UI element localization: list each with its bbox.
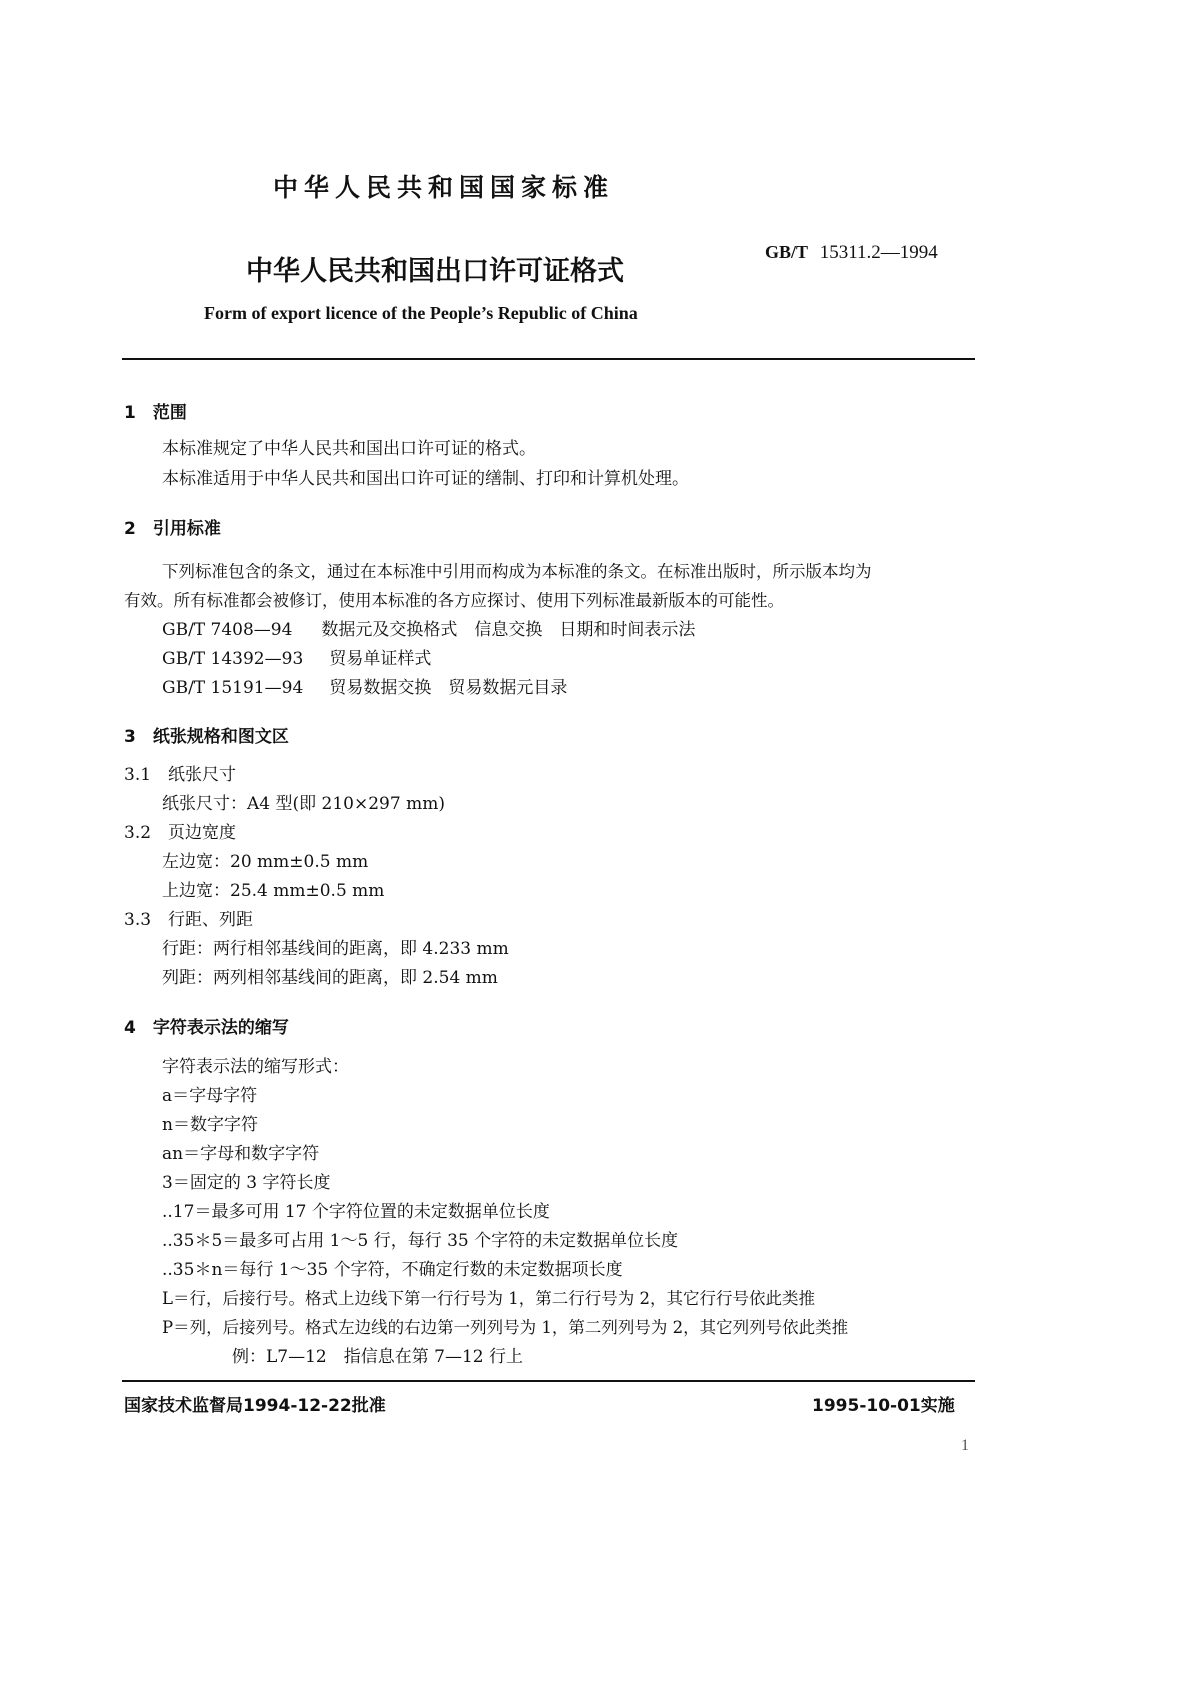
abbreviation-line: 3＝固定的 3 字符长度 bbox=[162, 1173, 331, 1193]
row-spacing-text: 行距：两行相邻基线间的距离，即 4.233 mm bbox=[162, 939, 509, 959]
abbreviation-line: P＝列，后接列号。格式左边线的右边第一列列号为 1，第二列列号为 2，其它列列号依此类推 bbox=[162, 1318, 849, 1337]
reference-code: GB/T 7408—94 bbox=[162, 620, 293, 640]
abbreviation-line: n＝数字字符 bbox=[162, 1115, 258, 1135]
abbreviation-line: L＝行，后接行号。格式上边线下第一行行号为 1，第二行行号为 2，其它行行号依此类推 bbox=[162, 1289, 815, 1308]
implementation-date: 1995-10-01实施 bbox=[812, 1396, 955, 1416]
section-1-para-1: 本标准规定了中华人民共和国出口许可证的格式。 bbox=[162, 439, 536, 459]
section-1-heading: 1 范围 bbox=[124, 403, 187, 423]
column-spacing-text: 列距：两列相邻基线间的距离，即 2.54 mm bbox=[162, 968, 498, 988]
abbreviation-line: ..17＝最多可用 17 个字符位置的未定数据单位长度 bbox=[162, 1202, 550, 1222]
english-title: Form of export licence of the People’s Republic of China bbox=[204, 303, 638, 323]
document-title: 中华人民共和国出口许可证格式 bbox=[246, 256, 624, 287]
reference-row bbox=[162, 648, 431, 670]
subsection-3-3-heading: 3.3 行距、列距 bbox=[124, 910, 254, 930]
standard-prefix: GB/T bbox=[765, 242, 809, 262]
abbreviation-line: a＝字母字符 bbox=[162, 1086, 258, 1106]
abbreviation-line: an＝字母和数字字符 bbox=[162, 1144, 320, 1164]
section-3-heading: 3 纸张规格和图文区 bbox=[124, 727, 289, 747]
footer-rule bbox=[122, 1380, 975, 1382]
standard-code: 15311.2—1994 bbox=[819, 242, 938, 263]
standard-number bbox=[765, 242, 938, 264]
authority-heading: 中华人民共和国国家标准 bbox=[273, 173, 615, 202]
section-2-para-line-1: 下列标准包含的条文，通过在本标准中引用而构成为本标准的条文。在标准出版时，所示版本均为 bbox=[162, 562, 872, 581]
subsection-3-2-heading: 3.2 页边宽度 bbox=[124, 823, 237, 843]
reference-title: 贸易单证样式 bbox=[329, 649, 432, 669]
reference-code: GB/T 15191—94 bbox=[162, 678, 304, 698]
section-1-para-2: 本标准适用于中华人民共和国出口许可证的缮制、打印和计算机处理。 bbox=[162, 469, 689, 489]
reference-title: 贸易数据交换 贸易数据元目录 bbox=[329, 678, 568, 698]
abbreviation-line: 字符表示法的缩写形式： bbox=[162, 1057, 349, 1077]
left-margin-text: 左边宽：20 mm±0.5 mm bbox=[162, 852, 369, 872]
reference-row bbox=[162, 677, 567, 699]
abbreviation-line: ..35＊5＝最多可占用 1～5 行，每行 35 个字符的未定数据单位长度 bbox=[162, 1231, 679, 1251]
reference-title: 数据元及交换格式 信息交换 日期和时间表示法 bbox=[321, 620, 696, 640]
example-line: 例：L7—12 指信息在第 7—12 行上 bbox=[232, 1347, 523, 1367]
section-4-heading: 4 字符表示法的缩写 bbox=[124, 1018, 289, 1038]
reference-row bbox=[162, 619, 695, 641]
header-rule bbox=[122, 358, 975, 360]
subsection-3-1-text: 纸张尺寸：A4 型(即 210×297 mm) bbox=[162, 794, 445, 814]
section-2-para-line-2: 有效。所有标准都会被修订，使用本标准的各方应探讨、使用下列标准最新版本的可能性。 bbox=[124, 591, 784, 610]
abbreviation-line: ..35＊n＝每行 1～35 个字符，不确定行数的未定数据项长度 bbox=[162, 1260, 623, 1280]
approval-note: 国家技术监督局1994-12-22批准 bbox=[124, 1396, 386, 1416]
subsection-3-1-heading: 3.1 纸张尺寸 bbox=[124, 765, 237, 785]
page-number: 1 bbox=[961, 1437, 969, 1454]
section-2-heading: 2 引用标准 bbox=[124, 519, 221, 539]
reference-code: GB/T 14392—93 bbox=[162, 649, 304, 669]
top-margin-text: 上边宽：25.4 mm±0.5 mm bbox=[162, 881, 385, 901]
